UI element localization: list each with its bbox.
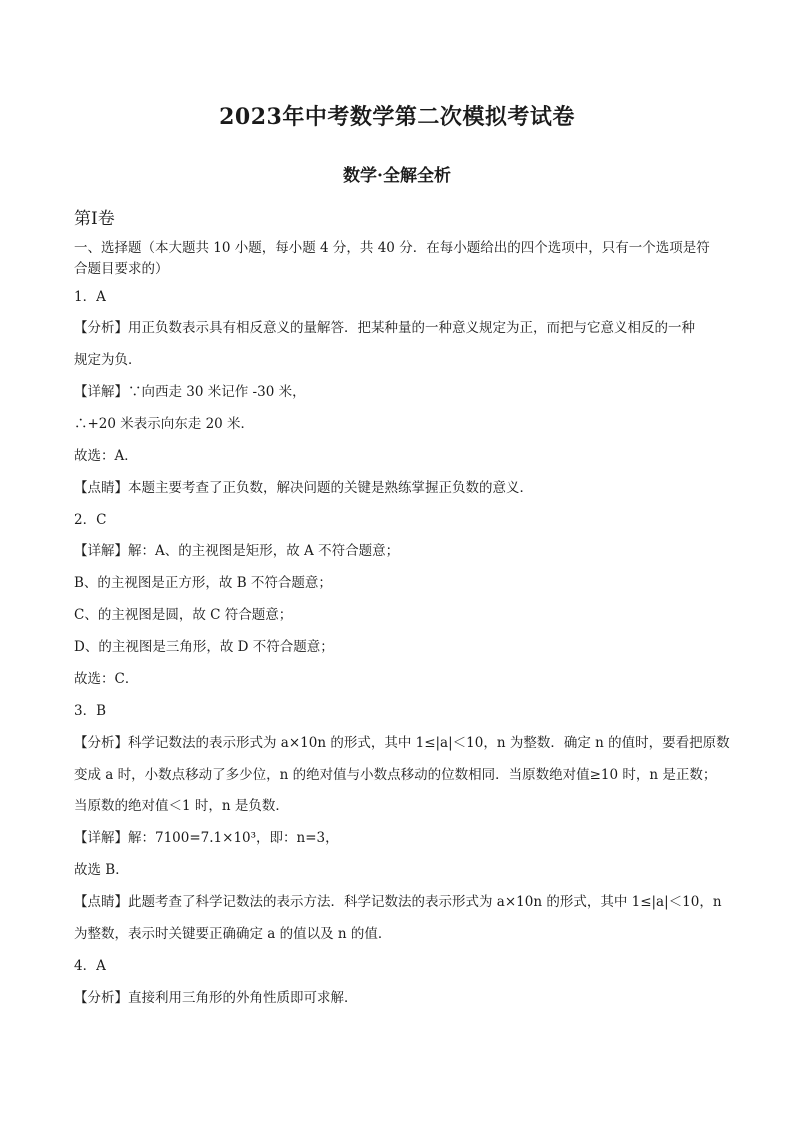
analysis-line: 规定为负． (74, 352, 142, 368)
section-header-line-2: 合题目要求的） (74, 261, 169, 277)
analysis-line: 【分析】科学记数法的表示形式为 a×10n 的形式，其中 1≤|a|＜10，n 为整数．确定 n 的值时，要看把原数 (74, 735, 730, 751)
detail-line: 【详解】∵向西走 30 米记作 -30 米， (74, 384, 306, 400)
detail-line: B、的主视图是正方形，故 B 不符合题意； (74, 575, 332, 591)
section-header-line-1: 一、选择题（本大题共 10 小题，每小题 4 分，共 40 分．在每小题给出的四个选项中，只有一个选项是符 (74, 240, 710, 256)
volume-heading: 第Ⅰ卷 (74, 209, 115, 229)
answer-line: 1．A (74, 289, 106, 305)
detail-line: ∴+20 米表示向东走 20 米． (74, 416, 255, 432)
answer-line: 2．C (74, 512, 107, 528)
document-subtitle: 数学·全解全析 (343, 166, 451, 186)
choice-line: 故选：A． (74, 448, 138, 464)
analysis-line: 【分析】用正负数表示具有相反意义的量解答．把某种量的一种意义规定为正，而把与它意义相反的一种 (74, 320, 695, 336)
analysis-line: 变成 a 时，小数点移动了多少位，n 的绝对值与小数点移动的位数相同．当原数绝对值≥10 时，n 是正数； (74, 767, 717, 783)
detail-line: 【详解】解：A、的主视图是矩形，故 A 不符合题意； (74, 543, 400, 559)
analysis-line: 【分析】直接利用三角形的外角性质即可求解． (74, 990, 358, 1006)
choice-line: 故选：C． (74, 671, 139, 687)
comment-line: 【点睛】本题主要考查了正负数，解决问题的关键是熟练掌握正负数的意义． (74, 480, 533, 496)
answer-line: 3．B (74, 703, 107, 719)
analysis-line: 当原数的绝对值＜1 时，n 是负数． (74, 798, 289, 814)
answer-line: 4．A (74, 958, 106, 974)
detail-line: D、的主视图是三角形，故 D 不符合题意； (74, 639, 334, 655)
detail-line: 【详解】解：7100=7.1×10³，即：n=3， (74, 830, 339, 846)
comment-line: 【点睛】此题考查了科学记数法的表示方法．科学记数法的表示形式为 a×10n 的形式，其中 1≤|a|＜10，n (74, 894, 722, 910)
document-title: 2023年中考数学第二次模拟考试卷 (219, 104, 575, 130)
comment-line: 为整数，表示时关键要正确确定 a 的值以及 n 的值． (74, 926, 392, 942)
detail-line: C、的主视图是圆，故 C 符合题意； (74, 607, 293, 623)
choice-line: 故选 B． (74, 862, 129, 878)
